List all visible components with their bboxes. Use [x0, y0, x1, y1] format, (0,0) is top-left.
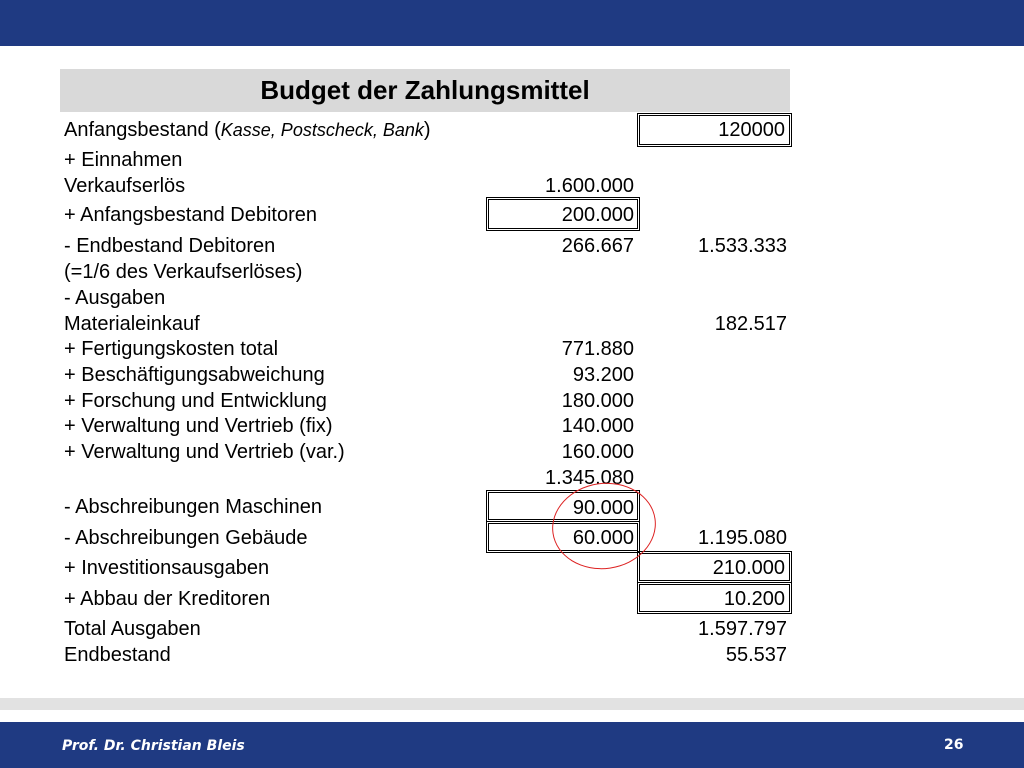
page-number: 26	[944, 737, 964, 753]
value-fertigungskosten: 771.880	[561, 338, 634, 360]
value-verwaltung-fix: 140.000	[561, 415, 634, 437]
value-verkaufserloes: 1.600.000	[545, 175, 634, 197]
value-abschreibungen-gebaeude: 60.000	[572, 527, 634, 549]
value-anfangsbestand: 120000	[718, 119, 785, 141]
label-forschung: + Forschung und Entwicklung	[64, 390, 327, 412]
value-subtotal: 1.345.080	[545, 467, 634, 489]
label-einnahmen: + Einnahmen	[64, 149, 183, 171]
value-total-ausgaben: 1.597.797	[698, 618, 787, 640]
label-verkaufserloes: Verkaufserlös	[64, 175, 186, 197]
label-materialeinkauf: Materialeinkauf	[64, 313, 200, 335]
label-investitionsausgaben: + Investitionsausgaben	[64, 557, 270, 579]
page-title: Budget der Zahlungsmittel	[260, 75, 590, 105]
value-beschaeftigungsabweichung: 93.200	[572, 364, 634, 386]
value-anfangsbestand-debitoren: 200.000	[561, 204, 634, 226]
label-endbestand-debitoren: - Endbestand Debitoren	[64, 235, 276, 257]
value-abbau-kreditoren: 10.200	[723, 588, 785, 610]
value-verwaltung-var: 160.000	[561, 441, 634, 463]
label-verwaltung-var: + Verwaltung und Vertrieb (var.)	[64, 441, 345, 463]
author-name: Prof. Dr. Christian Bleis	[62, 738, 245, 754]
top-bar	[0, 0, 1024, 46]
label-endbestand: Endbestand	[64, 644, 171, 666]
value-endbestand-debitoren: 266.667	[561, 235, 634, 257]
label-anfangsbestand-debitoren: + Anfangsbestand Debitoren	[64, 204, 317, 226]
value-investitionsausgaben: 210.000	[712, 557, 785, 579]
label-verwaltung-fix: + Verwaltung und Vertrieb (fix)	[64, 415, 333, 437]
value-ausgaben-subtotal: 1.195.080	[698, 527, 787, 549]
label-fertigungskosten: + Fertigungskosten total	[64, 338, 279, 360]
label-anfangsbestand: Anfangsbestand (Kasse, Postscheck, Bank)	[64, 119, 431, 141]
label-total-ausgaben: Total Ausgaben	[64, 618, 201, 640]
label-ausgaben: - Ausgaben	[64, 287, 166, 309]
label-beschaeftigungsabweichung: + Beschäftigungsabweichung	[64, 364, 325, 386]
value-forschung: 180.000	[561, 390, 634, 412]
value-materialeinkauf: 182.517	[714, 313, 787, 335]
value-abschreibungen-maschinen: 90.000	[572, 497, 634, 519]
footer-divider	[0, 698, 1024, 710]
label-abschreibungen-gebaeude: - Abschreibungen Gebäude	[64, 527, 308, 549]
value-endbestand: 55.537	[725, 644, 787, 666]
title-box	[60, 69, 790, 112]
label-abschreibungen-maschinen: - Abschreibungen Maschinen	[64, 496, 322, 518]
value-einnahmen-total: 1.533.333	[698, 235, 787, 257]
label-abbau-kreditoren: + Abbau der Kreditoren	[64, 588, 271, 610]
label-sechstel: (=1/6 des Verkaufserlöses)	[64, 261, 303, 283]
